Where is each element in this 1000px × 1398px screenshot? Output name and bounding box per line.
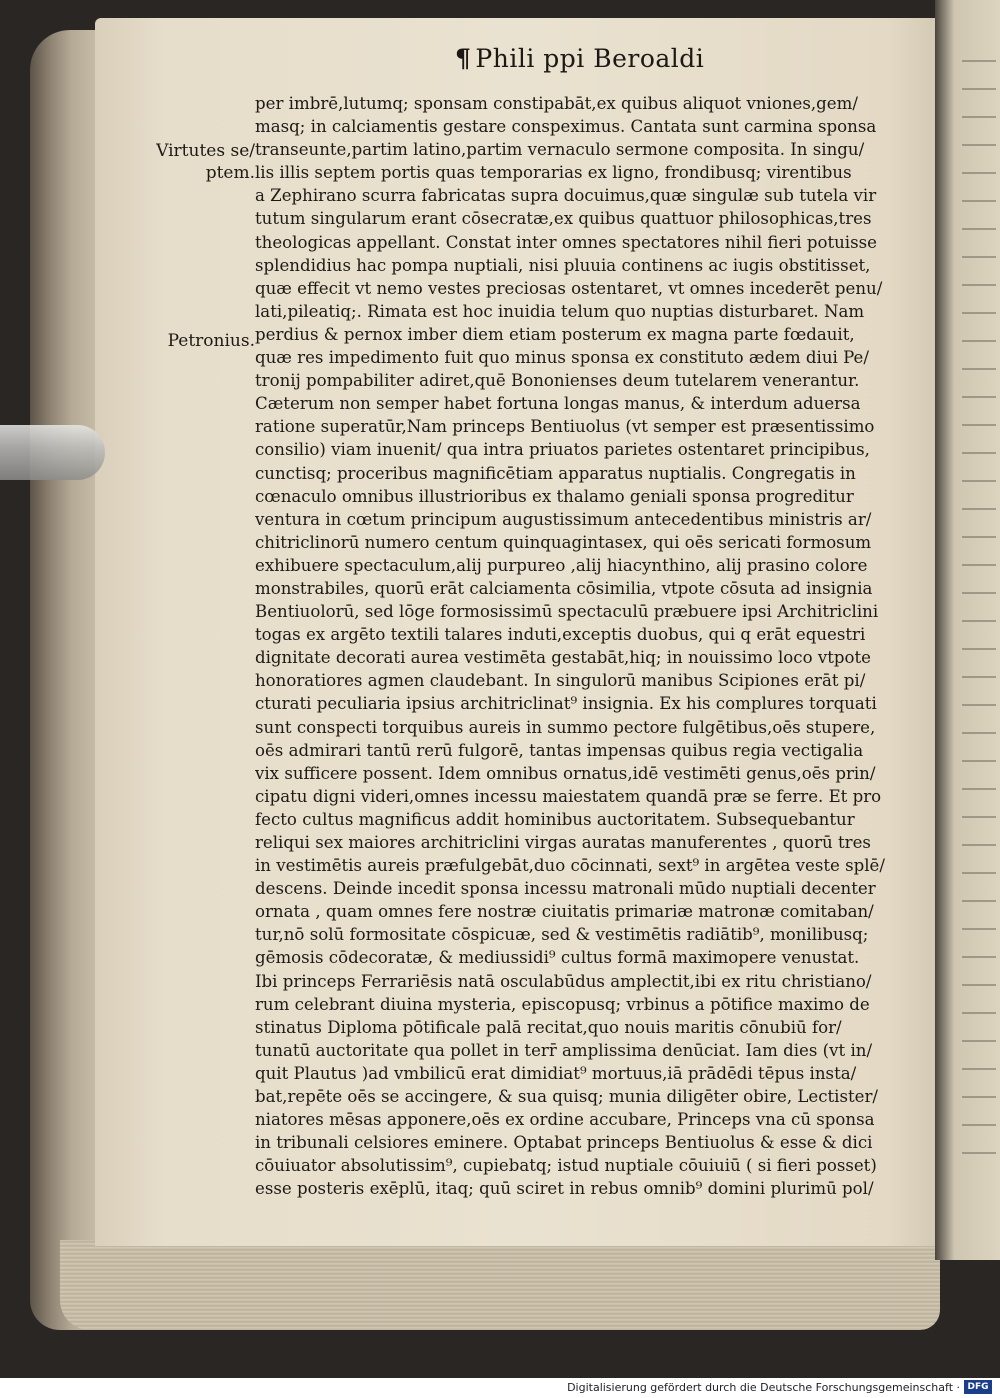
facing-page-line <box>962 60 996 72</box>
facing-page-line <box>962 592 996 604</box>
facing-page-line <box>962 1124 996 1136</box>
text-line: cœnaculo omnibus illustrioribus ex thalamo geniali sponsa progreditur <box>255 486 854 506</box>
facing-page-line <box>962 928 996 940</box>
text-line: cipatu digni videri,omnes incessu maiestatem quandā præ se ferre. Et pro <box>255 786 882 806</box>
text-line: tunatū auctoritate qua pollet in terr̄ amplissima denūciat. Iam dies (vt in/ <box>255 1040 873 1060</box>
text-line: in tribunali celsiores eminere. Optabat princeps Bentiuolus & esse & dici <box>255 1133 873 1153</box>
text-line: honoratiores agmen claudebant. In singulorū manibus Scipiones erāt pi/ <box>255 671 866 691</box>
text-line: in vestimētis aureis præfulgebāt,duo cōcinnati, sext⁹ in argētea veste splē/ <box>255 856 885 876</box>
text-line: tutum singularum erant cōsecratæ,ex quibus quattuor philosophicas,tres <box>255 209 872 229</box>
book-edge-left <box>30 30 100 1330</box>
facing-page-line <box>962 116 996 128</box>
text-line: vix sufficere possent. Idem omnibus ornatus,idē vestimēti genus,oēs prin/ <box>255 763 876 783</box>
facing-page-line <box>962 732 996 744</box>
facing-page-line <box>962 648 996 660</box>
facing-page-line <box>962 844 996 856</box>
facing-page-line <box>962 872 996 884</box>
text-line: Bentiuolorū, sed lōge formosissimū spectaculū præbuere ipsi Architriclini <box>255 602 879 622</box>
text-line: lis illis septem portis quas temporarias ex ligno, frondibusq; virentibus <box>255 163 852 183</box>
facing-page-line <box>962 200 996 212</box>
text-line: lati,pileatiq;. Rimata est hoc inuidia telum quo nuptias disturbaret. Nam <box>255 301 865 321</box>
marginal-note-petronius: Petronius. <box>167 331 255 351</box>
text-line: theologicas appellant. Constat inter omnes spectatores nihil fieri potuisse <box>255 232 877 252</box>
text-line: a Zephirano scurra fabricatas supra docuimus,quæ singulæ sub tutela vir <box>255 186 877 206</box>
text-line: exhibuere spectaculum,alij purpureo ,alij hiacynthino, alij prasino colore <box>255 555 868 575</box>
facing-page-line <box>962 340 996 352</box>
text-line: quit Plautus )ad vmbilicū erat dimidiat⁹ mortuus,iā prādēdi tēpus insta/ <box>255 1063 857 1083</box>
text-line: togas ex argēto textili talares induti,exceptis duobus, qui q erāt equestri <box>255 625 866 645</box>
facing-page-line <box>962 676 996 688</box>
facing-page-line <box>962 1040 996 1052</box>
body-text <box>255 92 935 1201</box>
facing-page-line <box>962 1068 996 1080</box>
facing-page-line <box>962 508 996 520</box>
facing-page-line <box>962 228 996 240</box>
text-line: cunctisq; proceribus magnificētiam apparatus nuptialis. Congregatis in <box>255 463 856 483</box>
facing-page-line <box>962 760 996 772</box>
text-line: ornata , quam omnes fere nostræ ciuitatis primariæ matronæ comitaban/ <box>255 902 874 922</box>
facing-page-line <box>962 256 996 268</box>
text-line: quæ res impedimento fuit quo minus sponsa ex constituto ædem diui Pe/ <box>255 348 869 368</box>
text-line: sunt conspecti torquibus aureis in summo pectore fulgētibus,oēs stupere, <box>255 717 876 737</box>
facing-page-line <box>962 956 996 968</box>
text-line: cōuiuator absolutissim⁹, cupiebatq; istud nuptiale cōuiuiū ( si fieri posset) <box>255 1156 877 1176</box>
facing-page-line <box>962 564 996 576</box>
text-line: transeunte,partim latino,partim vernaculo sermone composita. In singu/ <box>255 140 865 160</box>
text-line: ventura in cœtum principum augustissimum antecedentibus ministris ar/ <box>255 509 872 529</box>
pilcrow-mark: ¶ <box>455 44 472 73</box>
text-line: oēs admirari tantū rerū fulgorē, tantas impensas quibus regia vectigalia <box>255 740 864 760</box>
facing-page-line <box>962 1152 996 1164</box>
text-line: per imbrē,lutumq; sponsam constipabāt,ex quibus aliquot vniones,gem/ <box>255 94 858 113</box>
text-line: reliqui sex maiores architriclini virgas auratas manuferentes , quorū tres <box>255 833 871 852</box>
text-line: rum celebrant diuina mysteria, episcopusq; vrbinus a pōtifice maximo de <box>255 994 870 1014</box>
facing-page-line <box>962 480 996 492</box>
text-line: descens. Deinde incedit sponsa incessu matronali mūdo nuptiali decenter <box>255 879 876 899</box>
text-line: splendidius hac pompa nuptiali, nisi pluuia continens ac iugis obstitisset, <box>255 255 871 275</box>
text-line: perdius & pernox imber diem etiam posterum ex magna parte fœdauit, <box>255 324 855 344</box>
text-line: tur,nō solū formositate cōspicuæ, sed & vestimētis radiātib⁹, monilibusq; <box>255 925 869 945</box>
text-line: bat,repēte oēs se accingere, & sua quisq; munia diligēter obire, Lectister/ <box>255 1087 879 1107</box>
facing-page-line <box>962 284 996 296</box>
text-line: stinatus Diploma pōtificale palā recitat,quo nouis maritis cōnubiū for/ <box>255 1017 842 1037</box>
text-line: niatores mēsas apponere,oēs ex ordine accubare, Princeps vna cū sponsa <box>255 1110 875 1130</box>
facing-page-line <box>962 312 996 324</box>
page-clip <box>0 425 105 480</box>
facing-page-line <box>962 172 996 184</box>
text-line: cturati peculiaria ipsius architriclinat⁹ insignia. Ex his complures torquati <box>255 694 877 714</box>
facing-page-line <box>962 704 996 716</box>
text-line: esse posteris exēplū, itaq; quū sciret in rebus omnib⁹ domini plurimū pol/ <box>255 1179 874 1199</box>
facing-page-line <box>962 788 996 800</box>
text-line: consilio) viam inuenit/ qua intra priuatos parietes ostentaret principibus, <box>255 440 870 460</box>
facing-page-line <box>962 88 996 100</box>
facing-page-line <box>962 1096 996 1108</box>
page-bottom-edge <box>60 1240 940 1330</box>
text-line: tronij pompabiliter adiret,quē Bononienses deum tutelarem venerantur. <box>255 371 860 391</box>
text-line: ratione superatūr,Nam princeps Bentiuolus (vt semper est præsentissimo <box>255 417 875 437</box>
facing-page-line <box>962 984 996 996</box>
facing-page-line <box>962 900 996 912</box>
running-title-text: Phili ppi Beroaldi <box>475 44 705 73</box>
facing-page-line <box>962 816 996 828</box>
text-line: fecto cultus magnificus addit hominibus auctoritatem. Subsequebantur <box>255 809 855 829</box>
facing-page-line <box>962 620 996 632</box>
text-line: masq; in calciamentis gestare conspeximus. Cantata sunt carmina sponsa <box>255 117 877 137</box>
facing-page-line <box>962 396 996 408</box>
running-title <box>455 44 704 73</box>
text-line: quæ effecit vt nemo vestes preciosas ostentaret, vt omnes incederēt penu/ <box>255 278 883 298</box>
text-line: gēmosis cōdecoratæ, & mediussidi⁹ cultus formā maximopere venustat. <box>255 948 860 968</box>
facing-page-line <box>962 536 996 548</box>
text-line: Cæterum non semper habet fortuna longas manus, & interdum aduersa <box>255 394 861 414</box>
facing-page-line <box>962 368 996 380</box>
facing-page-line <box>962 452 996 464</box>
footer-credit: Digitalisierung gefördert durch die Deutsche Forschungsgemeinschaft · <box>567 1381 960 1394</box>
facing-page-line <box>962 1012 996 1024</box>
text-line: Ibi princeps Ferrariēsis natā osculabūdus amplectit,ibi ex ritu christiano/ <box>255 971 872 991</box>
text-line: chitriclinorū numero centum quinquagintasex, qui oēs sericati formosum <box>255 532 872 552</box>
text-line: dignitate decorati aurea vestimēta gestabāt,hiq; in nouissimo loco vtpote <box>255 648 871 668</box>
facing-page-line <box>962 144 996 156</box>
facing-page-line <box>962 424 996 436</box>
marginal-note-virtutes: Virtutes se/ ptem. <box>156 141 255 183</box>
dfg-logo: DFG <box>964 1380 992 1394</box>
text-line: monstrabiles, quorū erāt calciamenta cōsimilia, vtpote cōsuta ad insignia <box>255 578 873 598</box>
